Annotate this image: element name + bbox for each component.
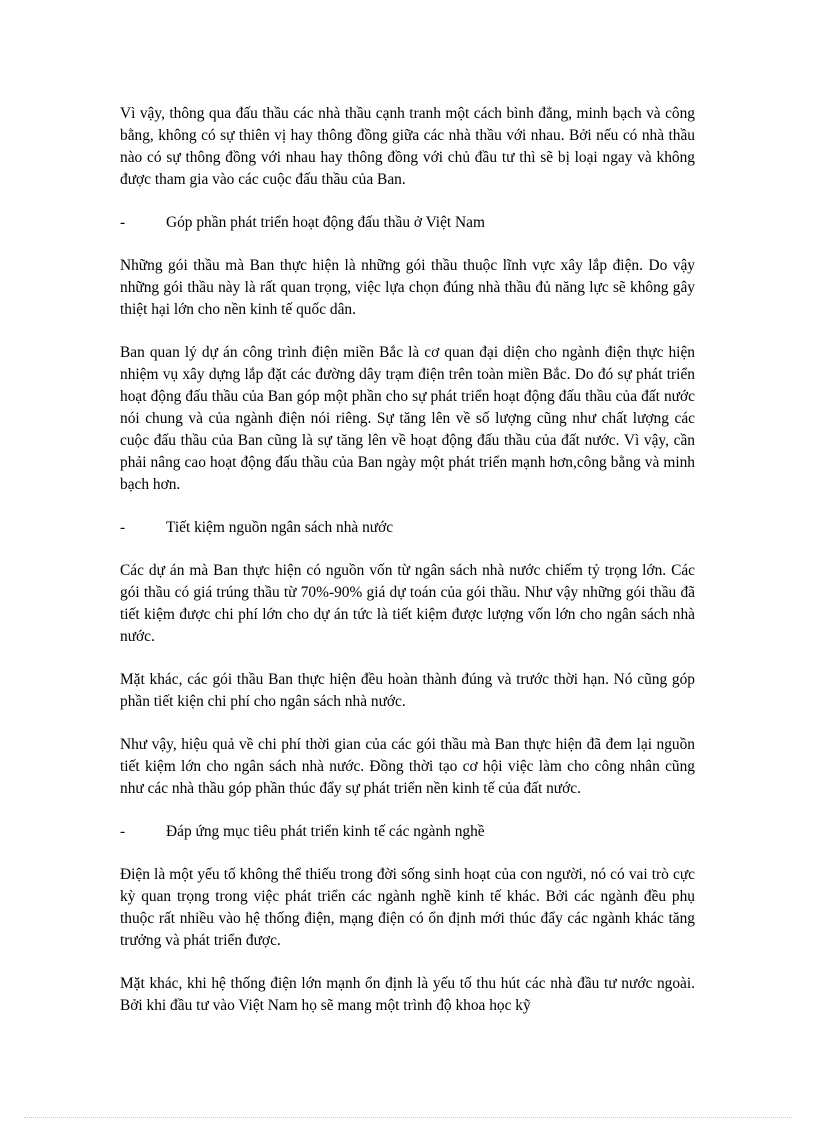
- document-body: [120, 103, 695, 1038]
- paragraph: Vì vậy, thông qua đấu thầu các nhà thầu cạnh tranh một cách bình đẳng, minh bạch và công bằng, không có sự thiên vị hay thông đồng giữa các nhà thầu với nhau. Bởi nếu có nhà thầu nào có sự thông đồng với nhau hay thông đồng với chủ đầu tư thì sẽ bị loại ngay và không được tham gia vào các cuộc đấu thầu của Ban.: [120, 105, 695, 188]
- bullet-text: Góp phần phát triển hoạt động đấu thầu ở Việt Nam: [166, 214, 485, 231]
- page-bottom-rule: [24, 1117, 792, 1118]
- paragraph: Điện là một yếu tố không thể thiếu trong đời sống sinh hoạt của con người, nó có vai trò cực kỳ quan trọng trong việc phát triển các ngành nghề kinh tế khác. Bởi các ngành đều phụ thuộc rất nhiều vào hệ thống điện, mạng điện có ổn định mới thúc đẩy các ngành khác tăng trưởng và phát triển được.: [120, 866, 695, 949]
- bullet-text: Đáp ứng mục tiêu phát triển kinh tế các ngành nghề: [166, 823, 485, 840]
- bullet-heading: [120, 821, 695, 843]
- paragraph: Mặt khác, các gói thầu Ban thực hiện đều hoàn thành đúng và trước thời hạn. Nó cũng góp phần tiết kiện chi phí cho ngân sách nhà nước.: [120, 671, 695, 710]
- bullet-text: Tiết kiệm nguồn ngân sách nhà nước: [166, 519, 394, 536]
- bullet-heading: [120, 517, 695, 539]
- paragraph: Những gói thầu mà Ban thực hiện là những gói thầu thuộc lĩnh vực xây lắp điện. Do vậy những gói thầu này là rất quan trọng, việc lựa chọn đúng nhà thầu đủ năng lực sẽ không gây thiệt hại lớn cho nền kinh tế quốc dân.: [120, 257, 695, 318]
- bullet-marker: -: [120, 214, 126, 231]
- bullet-marker: -: [120, 519, 126, 536]
- paragraph: Các dự án mà Ban thực hiện có nguồn vốn từ ngân sách nhà nước chiếm tỷ trọng lớn. Các gói thầu có giá trúng thầu từ 70%-90% giá dự toán của gói thầu. Như vậy những gói thầu đã tiết kiệm được chi phí lớn cho dự án tức là tiết kiệm được lượng vốn lớn cho ngân sách nhà nước.: [120, 562, 695, 645]
- paragraph: Như vậy, hiệu quả về chi phí thời gian của các gói thầu mà Ban thực hiện đã đem lại nguồn tiết kiệm lớn cho ngân sách nhà nước. Đồng thời tạo cơ hội việc làm cho công nhân cũng như các nhà thầu góp phần thúc đẩy sự phát triển nền kinh tế của đất nước.: [120, 736, 695, 797]
- bullet-heading: [120, 212, 695, 234]
- paragraph: Mặt khác, khi hệ thống điện lớn mạnh ổn định là yếu tố thu hút các nhà đầu tư nước ngoài. Bởi khi đầu tư vào Việt Nam họ sẽ mang một trình độ khoa học kỹ: [120, 975, 695, 1014]
- bullet-marker: -: [120, 823, 126, 840]
- paragraph: Ban quan lý dự án công trình điện miền Bắc là cơ quan đại diện cho ngành điện thực hiện nhiệm vụ xây dựng lắp đặt các đường dây trạm điện trên toàn miền Bắc. Do đó sự phát triển hoạt động đấu thầu của Ban góp một phần cho sự phát triển hoạt động đấu thầu của đất nước nói chung và của ngành điện nói riêng. Sự tăng lên về số lượng cũng như chất lượng các cuộc đấu thầu của Ban cũng là sự tăng lên về hoạt động đấu thầu của đất nước. Vì vậy, cần phải nâng cao hoạt động đấu thầu của Ban ngày một phát triển mạnh hơn,công bằng và minh bạch hơn.: [120, 344, 695, 493]
